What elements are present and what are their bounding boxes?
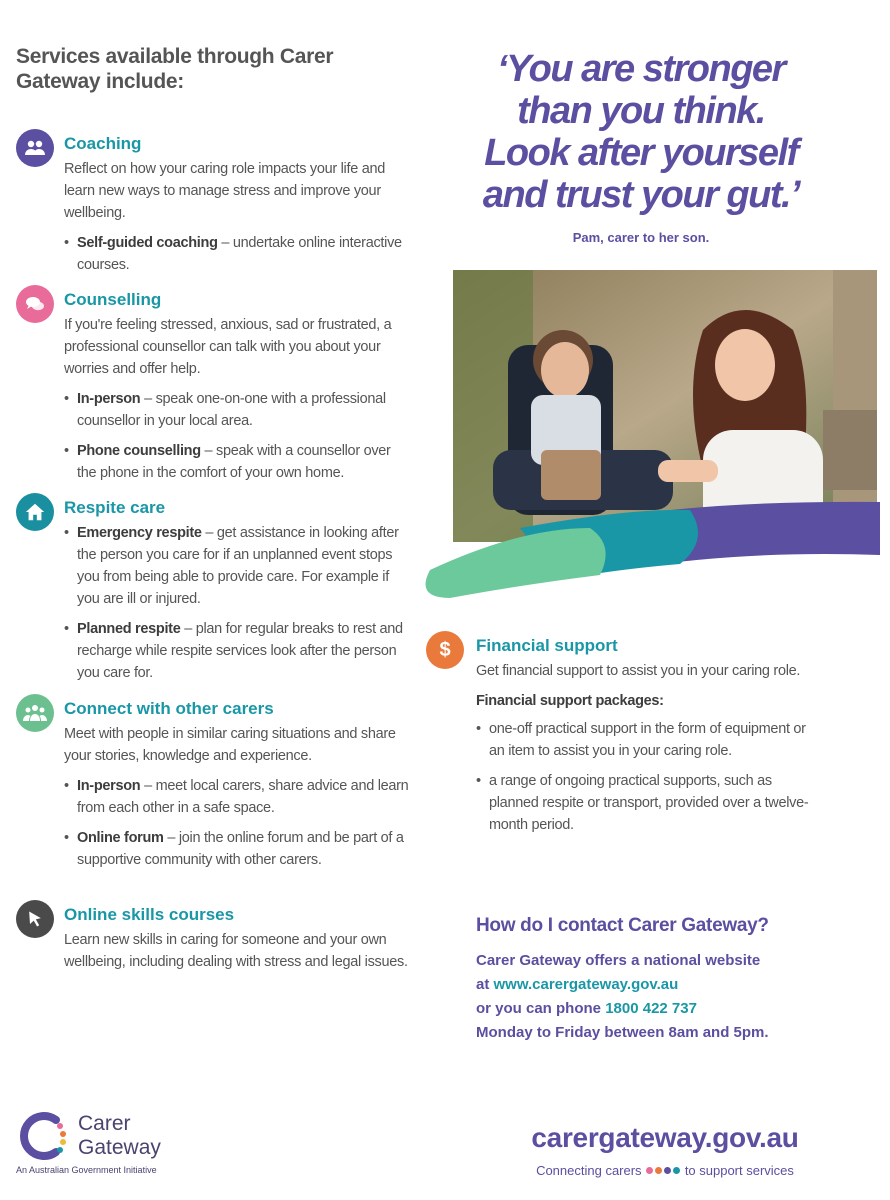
dollar-icon: $	[426, 631, 464, 669]
phone-link[interactable]: 1800 422 737	[605, 1000, 697, 1017]
service-bullet: • Self-guided coaching – undertake online interactive courses.	[64, 232, 409, 276]
people-icon	[16, 129, 54, 167]
service-title: Coaching	[64, 134, 142, 153]
service-bullet: • Phone counselling – speak with a counsellor over the phone in the comfort of your own home.	[64, 440, 409, 484]
service-title: Online skills courses	[64, 905, 235, 924]
contact-line: or you can phone 1800 422 737	[476, 1000, 697, 1017]
speech-bubbles-icon	[16, 285, 54, 323]
group-icon	[16, 694, 54, 732]
service-description: Get financial support to assist you in your caring role.	[476, 663, 801, 679]
logo-tagline: An Australian Government Initiative	[16, 1165, 157, 1175]
service-description: If you're feeling stressed, anxious, sad or frustrated, a professional counsellor can talk with you about your worries and offer help.	[64, 317, 392, 377]
service-description: Reflect on how your caring role impacts your life and learn new ways to manage stress and improve your wellbeing.	[64, 161, 385, 221]
decorative-swoosh	[410, 480, 880, 610]
service-title: Connect with other carers	[64, 699, 274, 718]
contact-line: Monday to Friday between 8am and 5pm.	[476, 1024, 769, 1041]
service-bullet: • In-person – speak one-on-one with a professional counsellor in your local area.	[64, 388, 409, 432]
footer-tagline: Connecting carers to support services	[536, 1163, 794, 1178]
services-column	[16, 44, 416, 970]
contact-line: Carer Gateway offers a national website	[476, 952, 761, 969]
service-bullet: • one-off practical support in the form of equipment or an item to assist you in your caring role.	[476, 718, 816, 762]
logo-line1: Carer	[78, 1112, 131, 1135]
service-title: Counselling	[64, 290, 162, 309]
service-bullet: • a range of ongoing practical supports, such as planned respite or transport, provided over a twelve-month period.	[476, 770, 816, 836]
quote-attribution: Pam, carer to her son.	[572, 230, 710, 245]
tagline-dots-icon	[645, 1163, 685, 1178]
contact-line: at www.carergateway.gov.au	[476, 976, 679, 993]
service-description: Learn new skills in caring for someone and your own wellbeing, including dealing with stress and legal issues.	[64, 932, 408, 970]
logo-line2: Gateway	[78, 1136, 161, 1159]
service-bullet: • Emergency respite – get assistance in looking after the person you care for if an unplanned event stops you from being able to provide care. For example if you are ill or injured.	[64, 522, 409, 610]
service-bullet: • In-person – meet local carers, share advice and learn from each other in a safe space.	[64, 775, 409, 819]
services-intro: Services available through Carer Gateway include:	[16, 45, 334, 94]
footer-website[interactable]: carergateway.gov.au	[531, 1122, 799, 1153]
website-link[interactable]: www.carergateway.gov.au	[493, 976, 679, 993]
logo-c-mark-icon	[16, 1108, 72, 1164]
service-subheading: Financial support packages:	[476, 693, 664, 709]
service-title: Financial support	[476, 636, 618, 655]
service-bullet: • Planned respite – plan for regular breaks to rest and recharge while respite services look after the person you care for.	[64, 618, 409, 684]
service-bullet: • Online forum – join the online forum and be part of a supportive community with other carers.	[64, 827, 409, 871]
contact-heading: How do I contact Carer Gateway?	[476, 915, 769, 936]
pull-quote: ‘You are stronger than you think. Look after yourself and trust your gut.’	[482, 48, 800, 216]
cursor-icon	[16, 900, 54, 938]
carer-gateway-logo	[16, 1108, 216, 1188]
house-icon	[16, 493, 54, 531]
service-description: Meet with people in similar caring situations and share your stories, knowledge and experience.	[64, 726, 396, 764]
contact-section	[476, 915, 876, 1045]
service-title: Respite care	[64, 498, 166, 517]
